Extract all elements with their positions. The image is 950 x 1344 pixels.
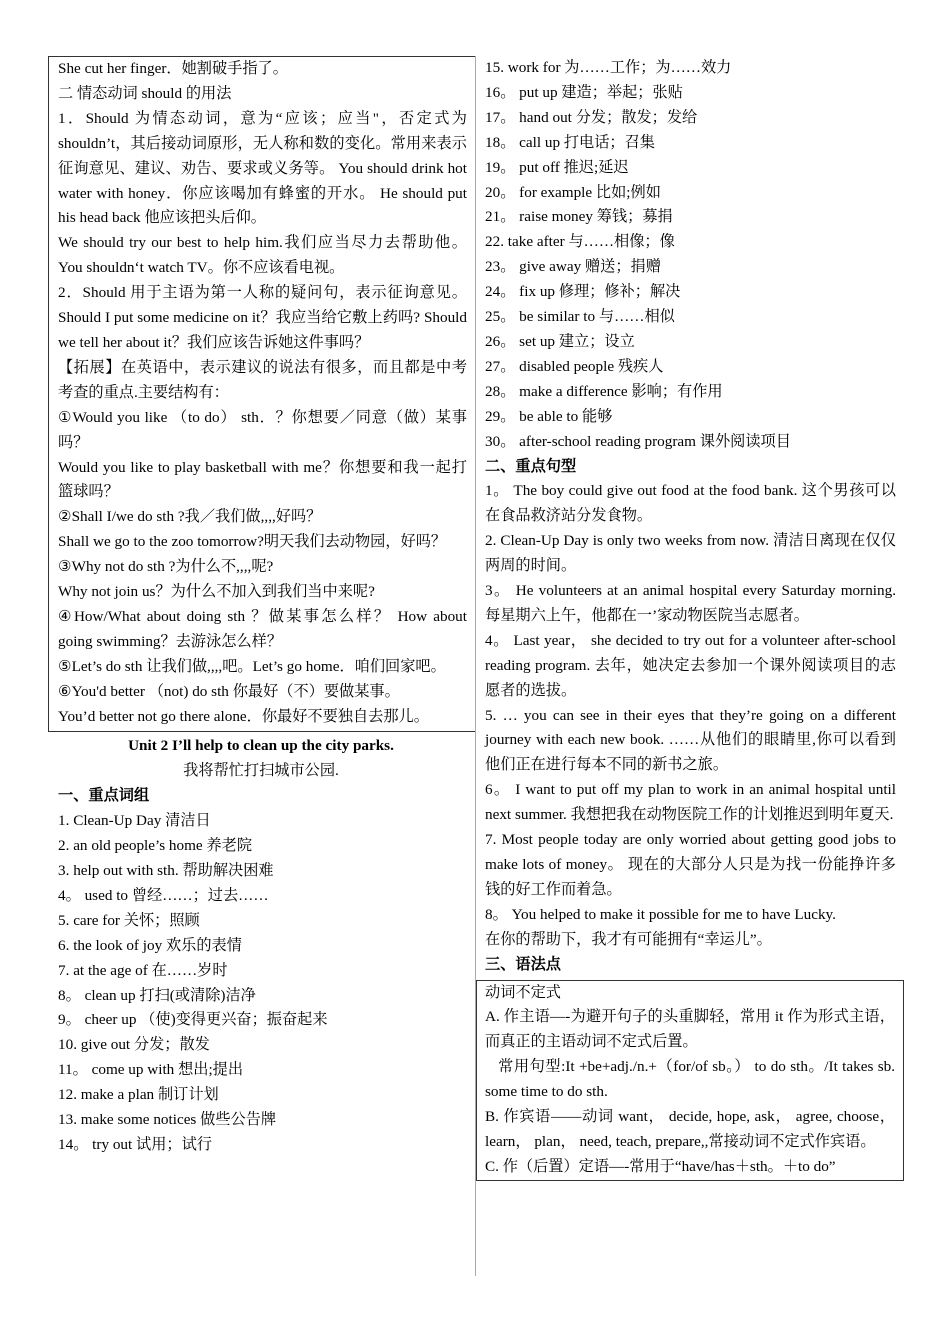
note-line: Would you like to play basketball with me？你想要和我一起打篮球吗？ [58, 458, 467, 501]
note-line: 【拓展】在英语中，表示建议的说法有很多，而且都是中考考查的重点.主要结构有： [58, 358, 467, 401]
phrase-item: 17。 hand out 分发；散发；发给 [485, 108, 698, 126]
phrase-item: 4。 used to 曾经……；过去…… [58, 886, 269, 904]
phrase-item: 14。 try out 试用；试行 [58, 1135, 212, 1153]
unit-title: Unit 2 I’ll help to clean up the city parks. [128, 737, 394, 755]
note-line: You’d better not go there alone．你最好不要独自去那儿。 [58, 707, 429, 725]
sentence-item: 7. Most people today are only worried about getting good jobs to make lots of money。 现在的大部分人只是为找一份能挣许多钱的好工作而着急。 [485, 831, 896, 898]
sentence-item: 3。 He volunteers at an animal hospital every Saturday morning. 每星期六上午，他都在一’家动物医院当志愿者。 [485, 582, 896, 624]
phrase-item: 13. make some notices 做些公告牌 [58, 1111, 277, 1129]
phrase-item: 25。 be similar to 与……相似 [485, 308, 675, 326]
grammar-box [476, 980, 904, 1181]
grammar-line: 常用句型:It +be+adj./n.+（for/of sb。） to do sth。/It takes sb. some time to do sth. [485, 1058, 899, 1101]
phrase-item: 7. at the age of 在……岁时 [58, 961, 228, 979]
note-line: ①Would you like （to do） sth．？你想要／同意（做）某事吗？ [58, 408, 467, 451]
phrase-item: 20。 for example 比如;例如 [485, 183, 661, 201]
sentence-item: 2. Clean-Up Day is only two weeks from now. 清洁日离现在仅仅两周的时间。 [485, 532, 896, 575]
sentence-item: 4。 Last year， she decided to try out for a volunteer after-school reading program. 去年，她决定去参加一个课外阅读项目的志愿者的选拔。 [485, 631, 896, 699]
note-line: Shall we go to the zoo tomorrow?明天我们去动物园，好吗？ [58, 533, 447, 551]
phrase-item: 5. care for 关怀；照顾 [58, 911, 200, 929]
note-line: 二 情态动词 should 的用法 [58, 84, 232, 102]
note-line: ⑤Let’s do sth 让我们做,,,,吧。Let’s go home．咱们回家吧。 [58, 657, 446, 675]
phrases-section-left [48, 784, 474, 1158]
phrase-item: 11。 come up with 想出;提出 [58, 1061, 244, 1079]
note-line: ④How/What about doing sth ？做某事怎么样？ How about going swimming？去游泳怎么样？ [58, 607, 467, 650]
grammar-line: 动词不定式 [485, 983, 561, 1001]
note-line: We should try our best to help him.我们应当尽力去帮助他。 You shouldn‘t watch TV。你不应该看电视。 [58, 234, 467, 277]
left-column [48, 56, 474, 1158]
sentence-item: 6。 I want to put off my plan to work in an animal hospital until next summer. 我想把我在动物医院工作的计划推迟到明年夏天. [485, 781, 896, 824]
phrase-item: 2. an old people’s home 养老院 [58, 837, 253, 855]
section-heading-phrases: 一、重点词组 [58, 787, 150, 805]
phrase-item: 16。 put up 建造；举起；张贴 [485, 83, 683, 101]
phrase-item: 23。 give away 赠送；捐赠 [485, 258, 661, 276]
phrase-item: 19。 put off 推迟;延迟 [485, 158, 629, 176]
phrases-section-right [476, 56, 902, 978]
note-line: ⑥You'd better （not) do sth 你最好（不）要做某事。 [58, 682, 400, 700]
phrase-item: 24。 fix up 修理；修补；解决 [485, 283, 681, 301]
phrase-item: 1. Clean-Up Day 清洁日 [58, 812, 211, 830]
phrase-item: 6. the look of joy 欢乐的表情 [58, 936, 242, 954]
phrase-item: 27。 disabled people 残疾人 [485, 357, 664, 375]
grammar-line: C. 作（后置）定语—-常用于“have/has＋sth。＋to do” [485, 1157, 836, 1175]
grammar-line: A. 作主语—-为避开句子的头重脚轻，常用 it 作为形式主语，而真正的主语动词不定式后置。 [485, 1008, 895, 1051]
sentence-item: 1。 The boy could give out food at the food bank. 这个男孩可以在食品救济站分发食物。 [485, 482, 896, 525]
phrase-item: 26。 set up 建立；设立 [485, 332, 635, 350]
phrase-item: 12. make a plan 制订计划 [58, 1086, 219, 1104]
phrase-item: 9。 cheer up （使)变得更兴奋；振奋起来 [58, 1011, 328, 1029]
sentence-item: 5. … you can see in their eyes that they’re going on a different journey with each new book. ……从他们的眼睛里,你可以看到他们正在进行每本不同的新书之旅。 [485, 706, 896, 774]
unit-subtitle: 我将帮忙打扫城市公园. [183, 762, 339, 780]
note-line: ②Shall I/we do sth ?我／我们做,,,,好吗？ [58, 508, 322, 526]
note-line: Why not join us？为什么不加入到我们当中来呢? [58, 583, 375, 601]
note-line: She cut her finger．她割破手指了。 [58, 60, 288, 77]
phrase-item: 28。 make a difference 影响；有作用 [485, 382, 723, 400]
phrase-item: 30。 after-school reading program 课外阅读项目 [485, 432, 791, 450]
phrase-item: 8。 clean up 打扫(或清除)洁净 [58, 986, 256, 1004]
phrase-item: 21。 raise money 筹钱；募捐 [485, 208, 673, 226]
section-heading-sentences: 二、重点句型 [485, 457, 577, 475]
phrase-item: 15. work for 为……工作；为……效力 [485, 59, 732, 76]
section-heading-grammar: 三、语法点 [485, 955, 561, 973]
sentence-item: 8。 You helped to make it possible for me to have Lucky. [485, 905, 836, 923]
phrase-item: 29。 be able to 能够 [485, 407, 613, 425]
note-line: 2．Should 用于主语为第一人称的疑问句，表示征询意见。 Should I put some medicine on it？我应当给它敷上药吗? Should we tell her about it？我们应该告诉她这件事吗？ [58, 284, 467, 351]
phrase-item: 18。 call up 打电话；召集 [485, 133, 655, 151]
note-line: ③Why not do sth ?为什么不,,,,呢? [58, 558, 274, 576]
right-column [475, 56, 902, 1276]
phrase-item: 22. take after 与……相像；像 [485, 233, 675, 251]
phrase-item: 10. give out 分发；散发 [58, 1036, 210, 1054]
grammar-line: B. 作宾语——动词 want， decide, hope, ask， agree, choose， learn， plan， need, teach, prepare,,常接动词不定式作宾语。 [485, 1108, 895, 1150]
sentence-item: 在你的帮助下，我才有可能拥有“幸运儿”。 [485, 930, 772, 948]
note-line: 1．Should 为情态动词，意为“应该；应当"，否定式为 shouldn’t，其后接动词原形，无人称和数的变化。常用来表示征询意见、建议、劝告、要求或义务等。 You should drink hot water with honey．你应该喝加有蜂蜜的开水。 He should put his head back 他应该把头后仰。 [58, 109, 467, 227]
modal-verb-notes-box [48, 56, 476, 732]
phrase-item: 3. help out with sth. 帮助解决困难 [58, 862, 274, 879]
